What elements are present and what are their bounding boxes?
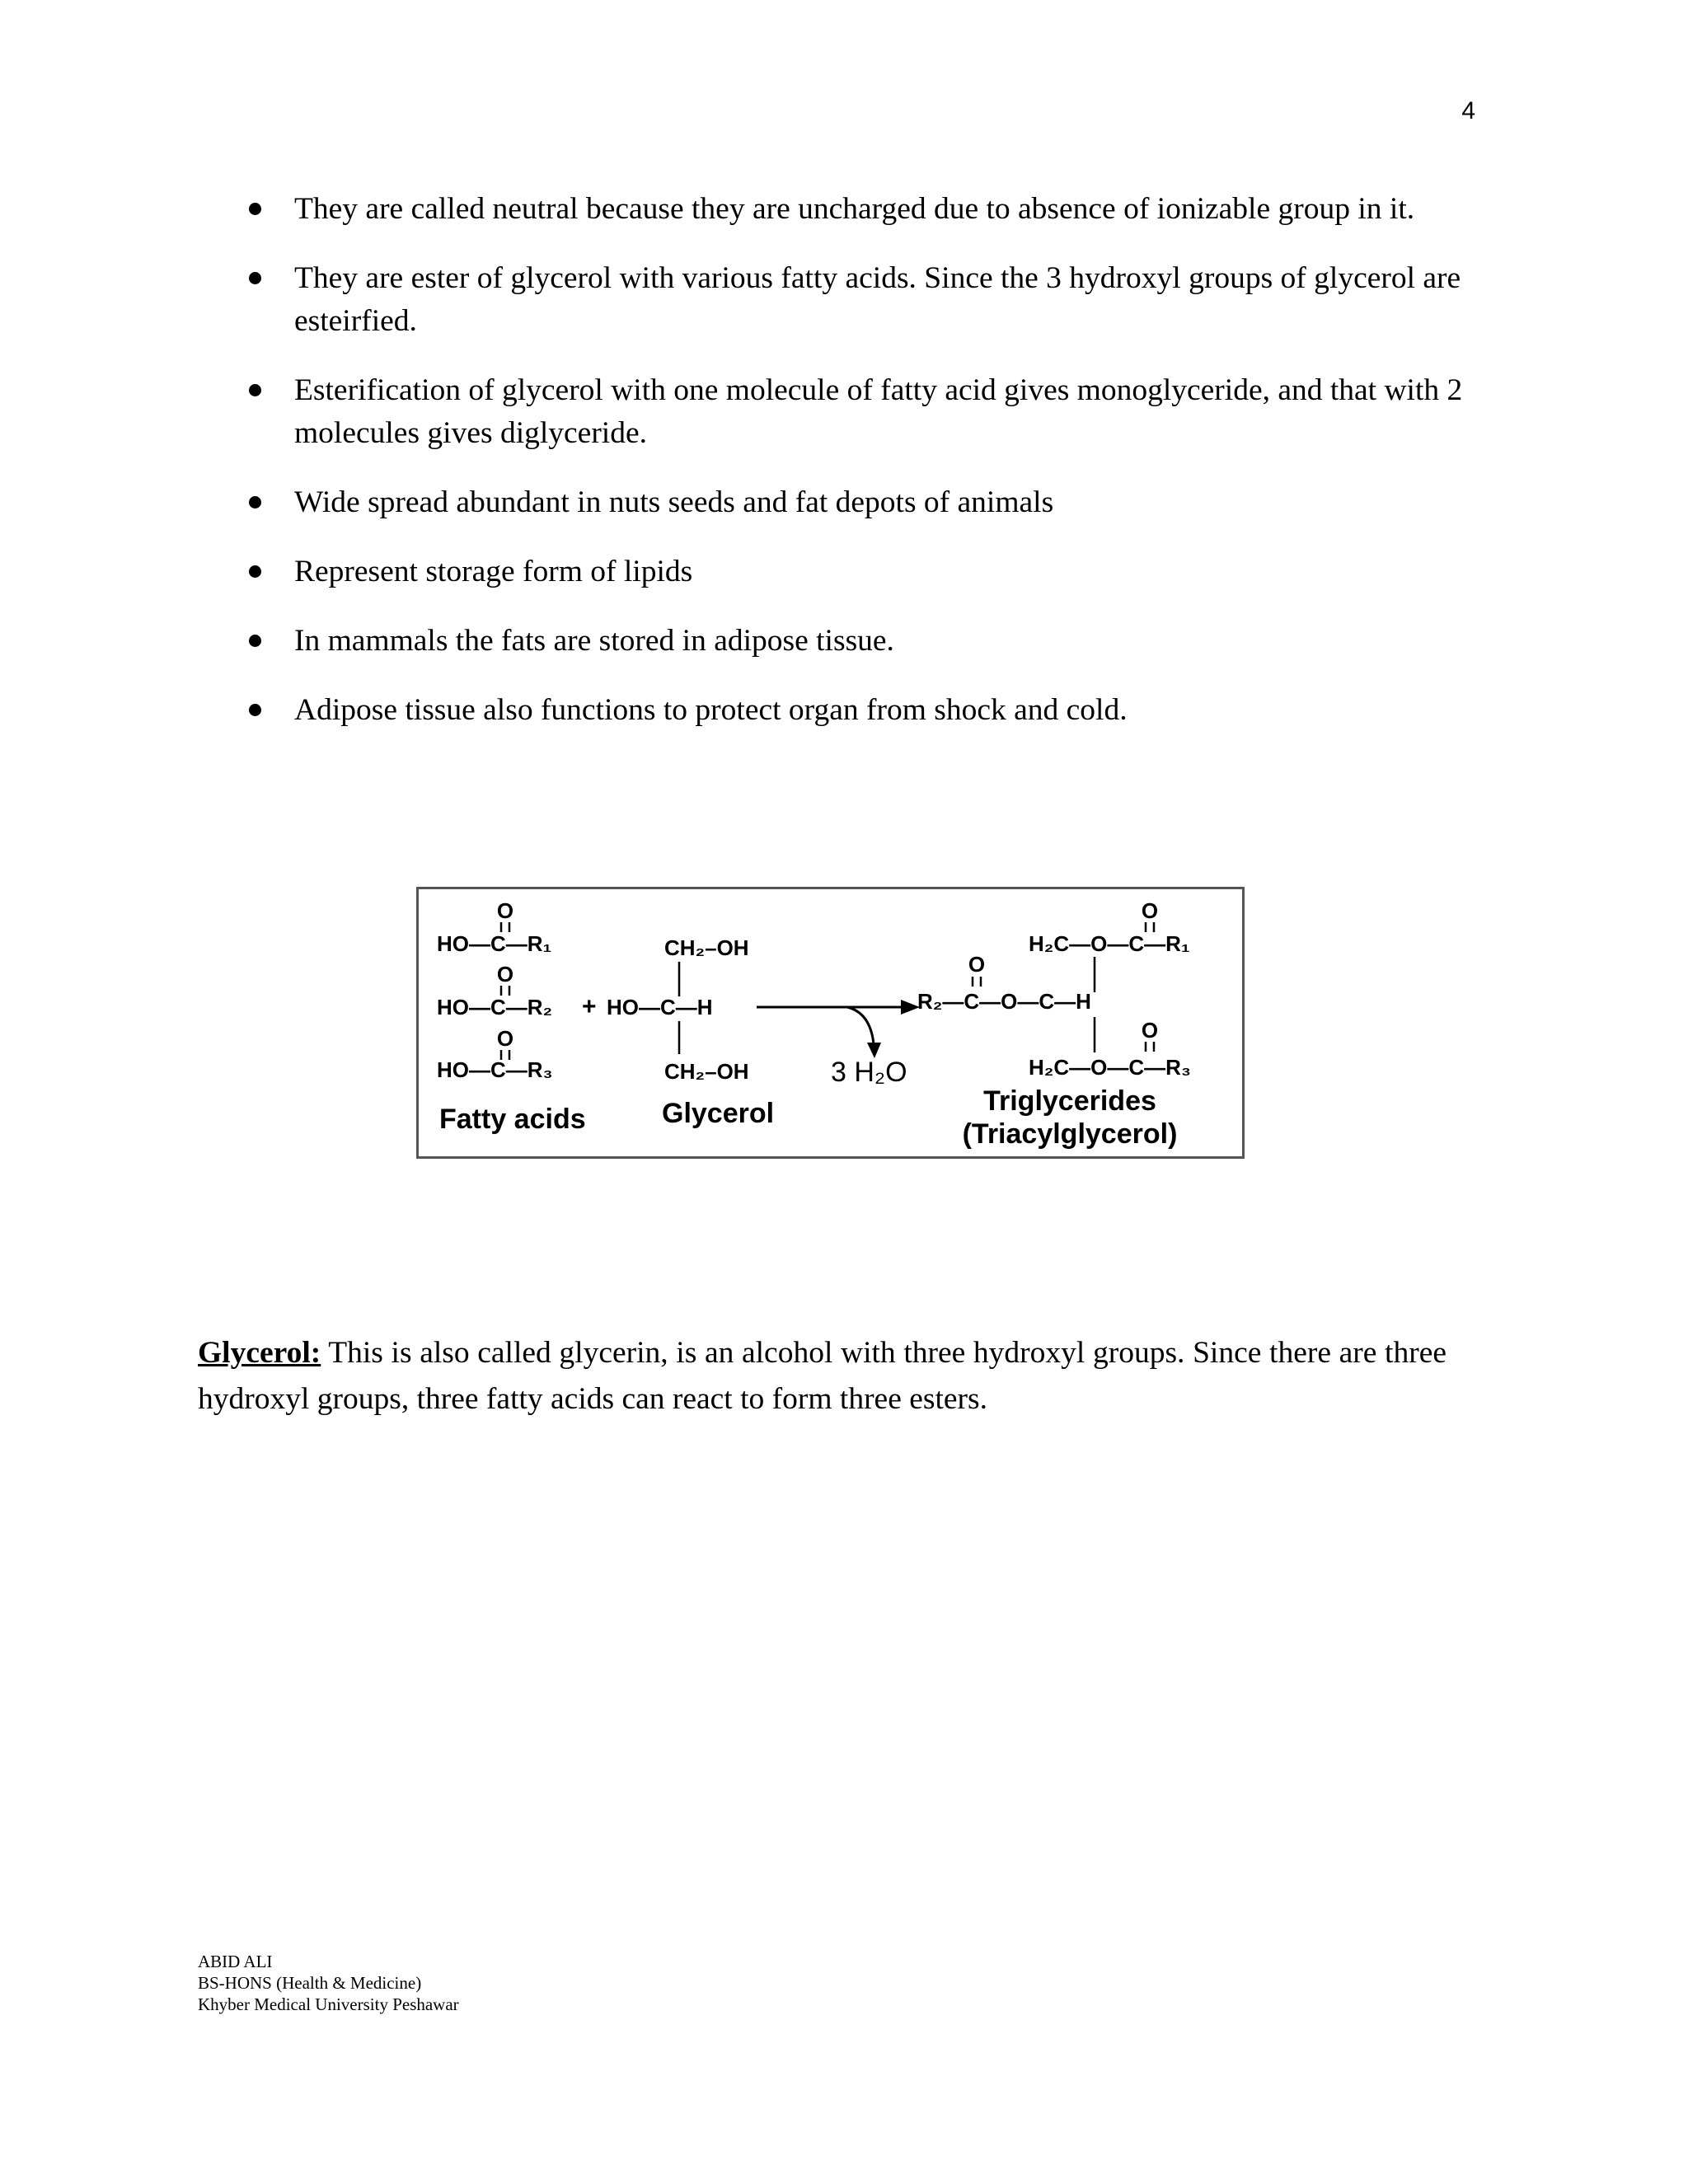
carbonyl-oxygen-1: O	[496, 898, 514, 923]
triglyceride-top: H₂C—O—C—R₁	[1029, 931, 1190, 956]
bullet-text: Adipose tissue also functions to protect organ from shock and cold.	[294, 693, 1128, 727]
bullet-icon	[249, 496, 261, 509]
bullet-item	[239, 620, 1467, 663]
author-program: BS-HONS (Health & Medicine)	[198, 1973, 422, 1993]
bullet-list	[239, 188, 1467, 758]
bullet-text: Wide spread abundant in nuts seeds and fat depots of animals	[294, 485, 1054, 519]
fatty-acids-label: Fatty acids	[439, 1104, 586, 1135]
glycerol-paragraph	[198, 1330, 1447, 1422]
water-byproduct: 3 H₂O	[831, 1057, 907, 1088]
bullet-icon	[249, 704, 261, 716]
author-footer	[198, 1951, 459, 2015]
triglyceride-middle: R₂—C—O—C—H	[917, 989, 1091, 1014]
fatty-acids-structure	[437, 898, 553, 1082]
bullet-text: Esterification of glycerol with one molecule of fatty acid gives monoglyceride, and that with 2 molecules gives diglyceride.	[294, 373, 1463, 450]
bullet-icon	[249, 635, 261, 647]
reaction-arrow	[757, 1000, 920, 1058]
bullet-icon	[249, 272, 261, 284]
bullet-item	[239, 481, 1467, 524]
bullet-icon	[249, 384, 261, 396]
bullet-item	[239, 257, 1467, 343]
author-name: ABID ALI	[198, 1952, 273, 1971]
bullet-text: They are called neutral because they are uncharged due to absence of ionizable group in it.	[294, 192, 1415, 226]
fatty-acid-3: HO—C—R₃	[437, 1057, 553, 1082]
tg-carbonyl-oxygen-2: O	[968, 952, 986, 977]
plus-sign: +	[582, 993, 597, 1020]
tg-carbonyl-oxygen-3: O	[1141, 1018, 1159, 1043]
bullet-item	[239, 689, 1467, 732]
bullet-item	[239, 369, 1467, 455]
tg-carbonyl-oxygen-1: O	[1141, 898, 1159, 923]
triglycerides-label: Triglycerides	[983, 1085, 1156, 1117]
bullet-text: In mammals the fats are stored in adipose tissue.	[294, 624, 894, 658]
author-university: Khyber Medical University Peshawar	[198, 1994, 459, 2014]
fatty-acid-1: HO—C—R₁	[437, 931, 552, 956]
esterification-diagram	[416, 887, 1245, 1159]
bullet-item	[239, 188, 1467, 231]
bullet-item	[239, 551, 1467, 593]
triglyceride-bottom: H₂C—O—C—R₃	[1029, 1055, 1191, 1080]
fatty-acid-2: HO—C—R₂	[437, 995, 553, 1019]
triglyceride-structure	[917, 898, 1191, 1080]
carbonyl-oxygen-3: O	[496, 1026, 514, 1051]
bullet-icon	[249, 565, 261, 578]
triacylglycerol-label: (Triacylglycerol)	[962, 1118, 1178, 1150]
glycerol-structure	[607, 935, 749, 1084]
carbonyl-oxygen-2: O	[496, 962, 514, 987]
page-number: 4	[1461, 97, 1475, 124]
bullet-text: Represent storage form of lipids	[294, 555, 693, 588]
bullet-text: They are ester of glycerol with various fatty acids. Since the 3 hydroxyl groups of glycerol are esteirfied.	[294, 261, 1461, 338]
glycerol-top: CH₂–OH	[664, 935, 749, 960]
glycerol-bottom: CH₂–OH	[664, 1059, 749, 1084]
glycerol-term: Glycerol:	[198, 1336, 321, 1370]
bullet-icon	[249, 203, 261, 215]
glycerol-description: This is also called glycerin, is an alcohol with three hydroxyl groups. Since there are three hydroxyl groups, three fatty acids can react to form three esters.	[198, 1336, 1447, 1416]
glycerol-label: Glycerol	[662, 1098, 775, 1129]
glycerol-middle: HO—C—H	[607, 995, 713, 1019]
